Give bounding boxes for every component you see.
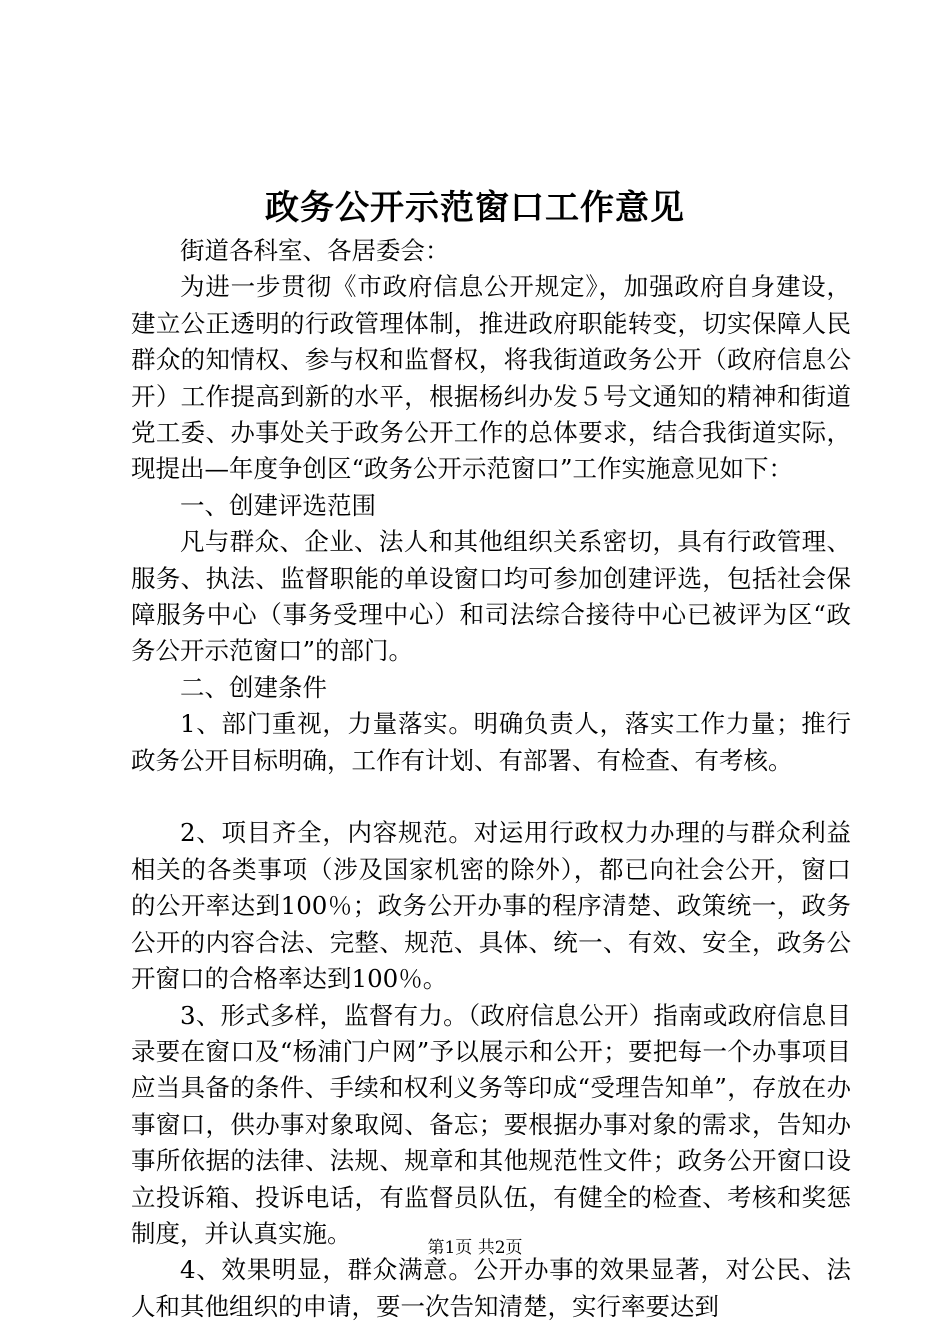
section-heading-scope: 一、创建评选范围 [180, 490, 376, 520]
section-heading-conditions: 二、创建条件 [180, 672, 327, 702]
intro-paragraph: 为进一步贯彻《市政府信息公开规定》，加强政府自身建设，建立公正透明的行政管理体制，推进政府职能转变，切实保障人民群众的知情权、参与权和监督权，将我街道政务公开（政府信息公开）工作提高到新的水平，根据杨纠办发５号文通知的精神和街道党工委、办事处关于政务公开工作的总体要求，结合我街道实际，现提出—年度争创区“政务公开示范窗口”工作实施意见如下： [131, 272, 851, 484]
salutation: 街道各科室、各居委会： [180, 236, 450, 265]
scope-paragraph: 凡与群众、企业、法人和其他组织关系密切，具有行政管理、服务、执法、监督职能的单设窗口均可参加创建评选，包括社会保障服务中心（事务受理中心）和司法综合接待中心已被评为区“政务公开示范窗口”的部门。 [131, 527, 851, 666]
document-title: 政务公开示范窗口工作意见 [265, 188, 685, 228]
condition-item-3: 3、形式多样，监督有力。（政府信息公开）指南或政府信息目录要在窗口及“杨浦门户网”予以展示和公开；要把每一个办事项目应当具备的条件、手续和权利义务等印成“受理告知单”，存放在办事窗口，供办事对象取阅、备忘；要根据办事对象的需求，告知办事所依据的法律、法规、规章和其他规范性文件；政务公开窗口设立投诉箱、投诉电话，有监督员队伍，有健全的检查、考核和奖惩制度，并认真实施。 [131, 1000, 851, 1248]
condition-item-1: 1、部门重视，力量落实。明确负责人，落实工作力量；推行政务公开目标明确，工作有计划、有部署、有检查、有考核。 [131, 709, 851, 775]
document-body [131, 233, 851, 1325]
page-number-footer: 第1页 共2页 [427, 1238, 523, 1258]
paragraph-spacer [131, 779, 851, 815]
condition-item-4: 4、效果明显，群众满意。公开办事的效果显著，对公民、法人和其他组织的申请，要一次告知清楚，实行率要达到 [131, 1255, 851, 1321]
condition-item-2: 2、项目齐全，内容规范。对运用行政权力办理的与群众利益相关的各类事项（涉及国家机密的除外），都已向社会公开，窗口的公开率达到100％；政务公开办事的程序清楚、政策统一，政务公开的内容合法、完整、规范、具体、统一、有效、安全，政务公开窗口的合格率达到100％。 [131, 818, 851, 994]
